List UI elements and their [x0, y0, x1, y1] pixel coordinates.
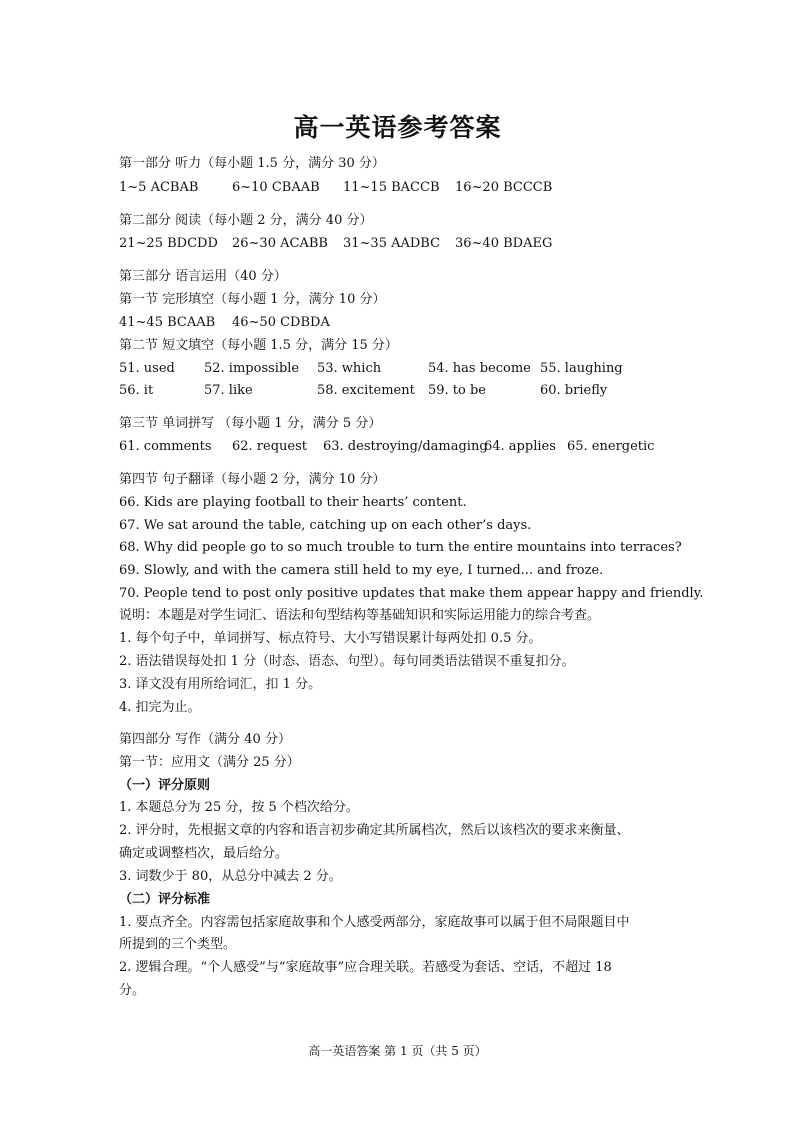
answer-item: 61. comments	[119, 439, 212, 454]
translation-sentence: 70. People tend to post only positive updates that make them appear happy and friendly.	[119, 586, 704, 601]
answer-group: 41~45 BCAAB	[119, 315, 216, 330]
standard-item: 分。	[119, 983, 146, 998]
answer-group: 1~5 ACBAB	[119, 180, 199, 195]
translation-sentence: 68. Why did people go to so much trouble to turn the entire mountains into terraces?	[119, 540, 682, 555]
answer-group: 36~40 BDAEG	[455, 236, 553, 251]
answer-item: 53. which	[317, 361, 382, 376]
answer-item: 65. energetic	[567, 439, 655, 454]
answer-group: 6~10 CBAAB	[232, 180, 320, 195]
principles-heading: （一）评分原则	[119, 778, 211, 793]
page-footer: 高一英语答案 第 1 页（共 5 页）	[308, 1044, 487, 1058]
answer-item: 54. has become	[428, 361, 531, 376]
translation-sentence: 67. We sat around the table, catching up on each other’s days.	[119, 518, 532, 533]
answer-item: 63. destroying/damaging	[323, 439, 488, 454]
answer-group: 16~20 BCCCB	[455, 180, 553, 195]
part3-sec4-heading: 第四节 句子翻译（每小题 2 分，满分 10 分）	[119, 472, 386, 487]
principle-item: 1. 本题总分为 25 分，按 5 个档次给分。	[119, 800, 359, 815]
standards-heading: （二）评分标准	[119, 892, 211, 907]
standard-item: 所提到的三个类型。	[119, 937, 237, 952]
part4-heading: 第四部分 写作（满分 40 分）	[119, 732, 291, 747]
principle-item: 确定或调整档次，最后给分。	[119, 846, 289, 861]
answer-group: 21~25 BDCDD	[119, 236, 218, 251]
page-title: 高一英语参考答案	[293, 113, 502, 142]
answer-item: 62. request	[232, 439, 307, 454]
part1-heading: 第一部分 听力（每小题 1.5 分，满分 30 分）	[119, 156, 385, 171]
translation-sentence: 69. Slowly, and with the camera still held to my eye, I turned... and froze.	[119, 563, 604, 578]
answer-item: 60. briefly	[540, 383, 608, 398]
standard-item: 1. 要点齐全。内容需包括家庭故事和个人感受两部分，家庭故事可以属于但不局限题目中	[119, 915, 630, 930]
scoring-note: 3. 译文没有用所给词汇，扣 1 分。	[119, 677, 322, 692]
answer-item: 57. like	[204, 383, 253, 398]
answer-item: 51. used	[119, 361, 175, 376]
part3-sec2-heading: 第二节 短文填空（每小题 1.5 分，满分 15 分）	[119, 338, 398, 353]
answer-group: 11~15 BACCB	[343, 180, 440, 195]
scoring-note: 4. 扣完为止。	[119, 700, 201, 715]
part2-heading: 第二部分 阅读（每小题 2 分，满分 40 分）	[119, 213, 373, 228]
answer-item: 59. to be	[428, 383, 487, 398]
answer-item: 52. impossible	[204, 361, 300, 376]
part3-sec1-heading: 第一节 完形填空（每小题 1 分，满分 10 分）	[119, 292, 386, 307]
answer-group: 46~50 CDBDA	[232, 315, 330, 330]
translation-sentence: 66. Kids are playing football to their hearts’ content.	[119, 495, 467, 510]
answer-item: 64. applies	[484, 439, 556, 454]
part4-sec1-heading: 第一节：应用文（满分 25 分）	[119, 755, 300, 770]
principle-item: 3. 词数少于 80，从总分中减去 2 分。	[119, 869, 342, 884]
standard-item: 2. 逻辑合理。“个人感受”与“家庭故事”应合理关联。若感受为套话、空话，不超过 18	[119, 960, 612, 975]
scoring-note: 1. 每个句子中，单词拼写、标点符号、大小写错误累计每两处扣 0.5 分。	[119, 631, 542, 646]
answer-item: 56. it	[119, 383, 154, 398]
part3-heading: 第三部分 语言运用（40 分）	[119, 269, 287, 284]
part3-sec3-heading: 第三节 单词拼写 （每小题 1 分，满分 5 分）	[119, 416, 382, 431]
scoring-note: 说明：本题是对学生词汇、语法和句型结构等基础知识和实际运用能力的综合考查。	[119, 608, 601, 623]
answer-group: 26~30 ACABB	[232, 236, 328, 251]
answer-item: 58. excitement	[317, 383, 415, 398]
principle-item: 2. 评分时，先根据文章的内容和语言初步确定其所属档次，然后以该档次的要求来衡量、	[119, 823, 630, 838]
answer-group: 31~35 AADBC	[343, 236, 441, 251]
answer-item: 55. laughing	[540, 361, 623, 376]
scoring-note: 2. 语法错误每处扣 1 分（时态、语态、句型）。每句同类语法错误不重复扣分。	[119, 654, 575, 669]
